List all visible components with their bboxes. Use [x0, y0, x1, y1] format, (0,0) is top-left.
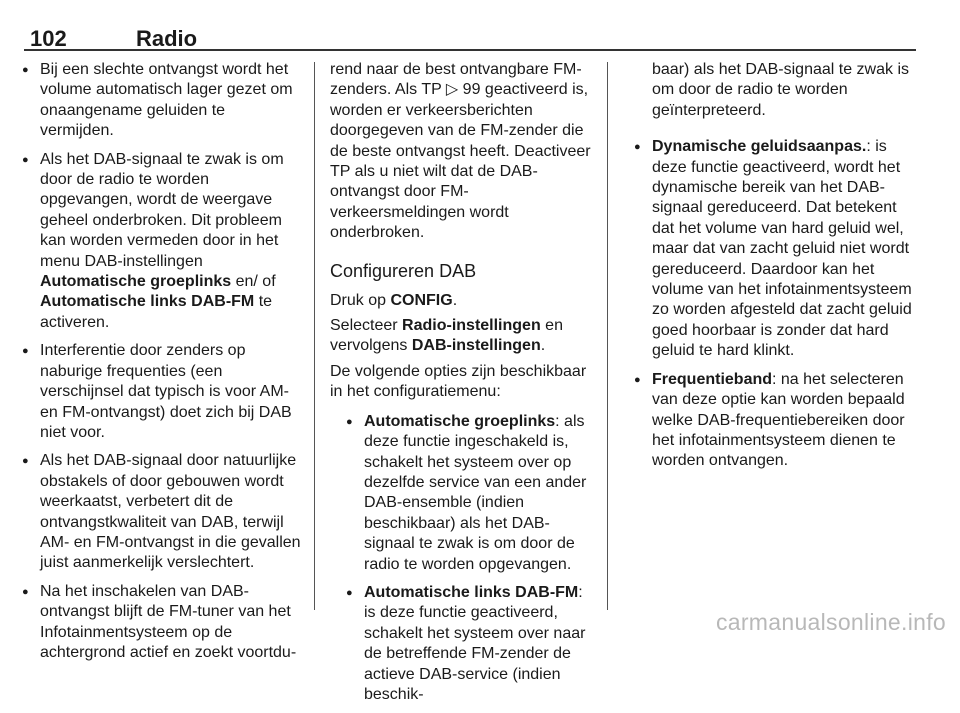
paragraph: Selecteer Radio-instellingen en vervolgens DAB-instellingen. [330, 317, 563, 355]
bullet-item: ● Bij een slechte ontvangst wordt het volume automatisch lager gezet om onaangename geluiden te vermijden. [22, 60, 302, 142]
paragraph: Druk op CONFIG. [330, 291, 458, 309]
bullet-item: ● Na het inschakelen van DAB-ontvangst blijft de FM-tuner van het Infotainmentsysteem op de achtergrond actief en zoekt voortdu- [22, 582, 302, 664]
bullet-item: ● Interferentie door zenders op naburige frequenties (een verschijnsel dat typisch is voor AM- en FM-ontvangst) doet zich bij DAB niet voor. [22, 341, 302, 443]
menu-option-name: Automatische links DAB-FM [40, 293, 255, 311]
paragraph: De volgende opties zijn beschikbaar in het configuratiemenu: [330, 362, 587, 401]
bullet-item: ● Automatische links DAB-FM: is deze functie geactiveerd, schakelt het systeem over naar de betreffende FM-zender de actieve DAB-service (indien beschik- [346, 583, 596, 705]
menu-option-name: Automatische groeplinks [40, 273, 232, 291]
bullet-item: ● Frequentieband: na het selecteren van deze optie kan worden bepaald welke DAB-frequentiebereiken door het infotainmentsysteem dienen te worden ontvangen. [634, 370, 914, 472]
menu-option-name: Radio-instellingen [402, 317, 541, 335]
bullet-item: ● Automatische groeplinks: als deze functie ingeschakeld is, schakelt het systeem over op dezelfde service van een ander DAB-ensemble (indien beschikbaar) als het DAB-signaal te zwak is om door de radio te worden opgevangen. [346, 412, 596, 575]
bullet-item: ● Als het DAB-signaal door natuurlijke obstakels of door gebouwen wordt weerkaatst, verbetert dit de ontvangstkwaliteit van DAB, terwijl AM- en FM-ontvangst in die gevallen juist aanmerkelijk verslechtert. [22, 451, 302, 573]
bullet-item: ● Dynamische geluidsaanpas.: is deze functie geactiveerd, wordt het dynamische bereik van het DAB-signaal gereduceerd. Dat betekent dat het volume van hard geluid wel, maar dat van zacht geluid niet wordt gereduceerd. Daardoor kan het volume van het infotainmentsysteem zo worden afgesteld dat zacht geluid goed hoorbaar is zonder dat hard geluid te hard klinkt. [634, 137, 914, 361]
column-1 [22, 60, 302, 671]
section-title: Radio [136, 26, 198, 51]
continued-paragraph: rend naar de best ontvangbare FM-zenders. Als TP ▷ 99 geactiveerd is, worden er verkeersberichten doorgegeven van de FM-zender die de beste ontvangst heeft. Deactiveer TP als u niet wilt dat de DAB-ontvangst door FM-verkeersmeldingen wordt onderbroken. [330, 61, 591, 242]
button-name: CONFIG [390, 291, 453, 309]
watermark: carmanualsonline.info [715, 609, 946, 635]
header-rule [24, 49, 916, 51]
subsection-heading: Configureren DAB [330, 260, 477, 281]
column-divider [607, 62, 608, 610]
column-divider [314, 62, 315, 610]
page-number: 102 [30, 26, 67, 51]
continued-paragraph: baar) als het DAB-signaal te zwak is om door de radio te worden geïnterpreteerd. [652, 61, 909, 119]
column-3 [634, 60, 914, 480]
menu-option-name: DAB-instellingen [411, 337, 541, 355]
page-reference-link[interactable]: ▷ 99 [445, 81, 481, 99]
bullet-item: ● Als het DAB-signaal te zwak is om door de radio te worden opgevangen, wordt de weergave geheel onderbroken. Dit probleem kan worden vermeden door in het menu DAB-instellingen Automatische groeplinks en/ of Automatische links DAB-FM te activeren. [22, 150, 302, 334]
column-2 [330, 60, 596, 713]
page-header [24, 14, 936, 54]
